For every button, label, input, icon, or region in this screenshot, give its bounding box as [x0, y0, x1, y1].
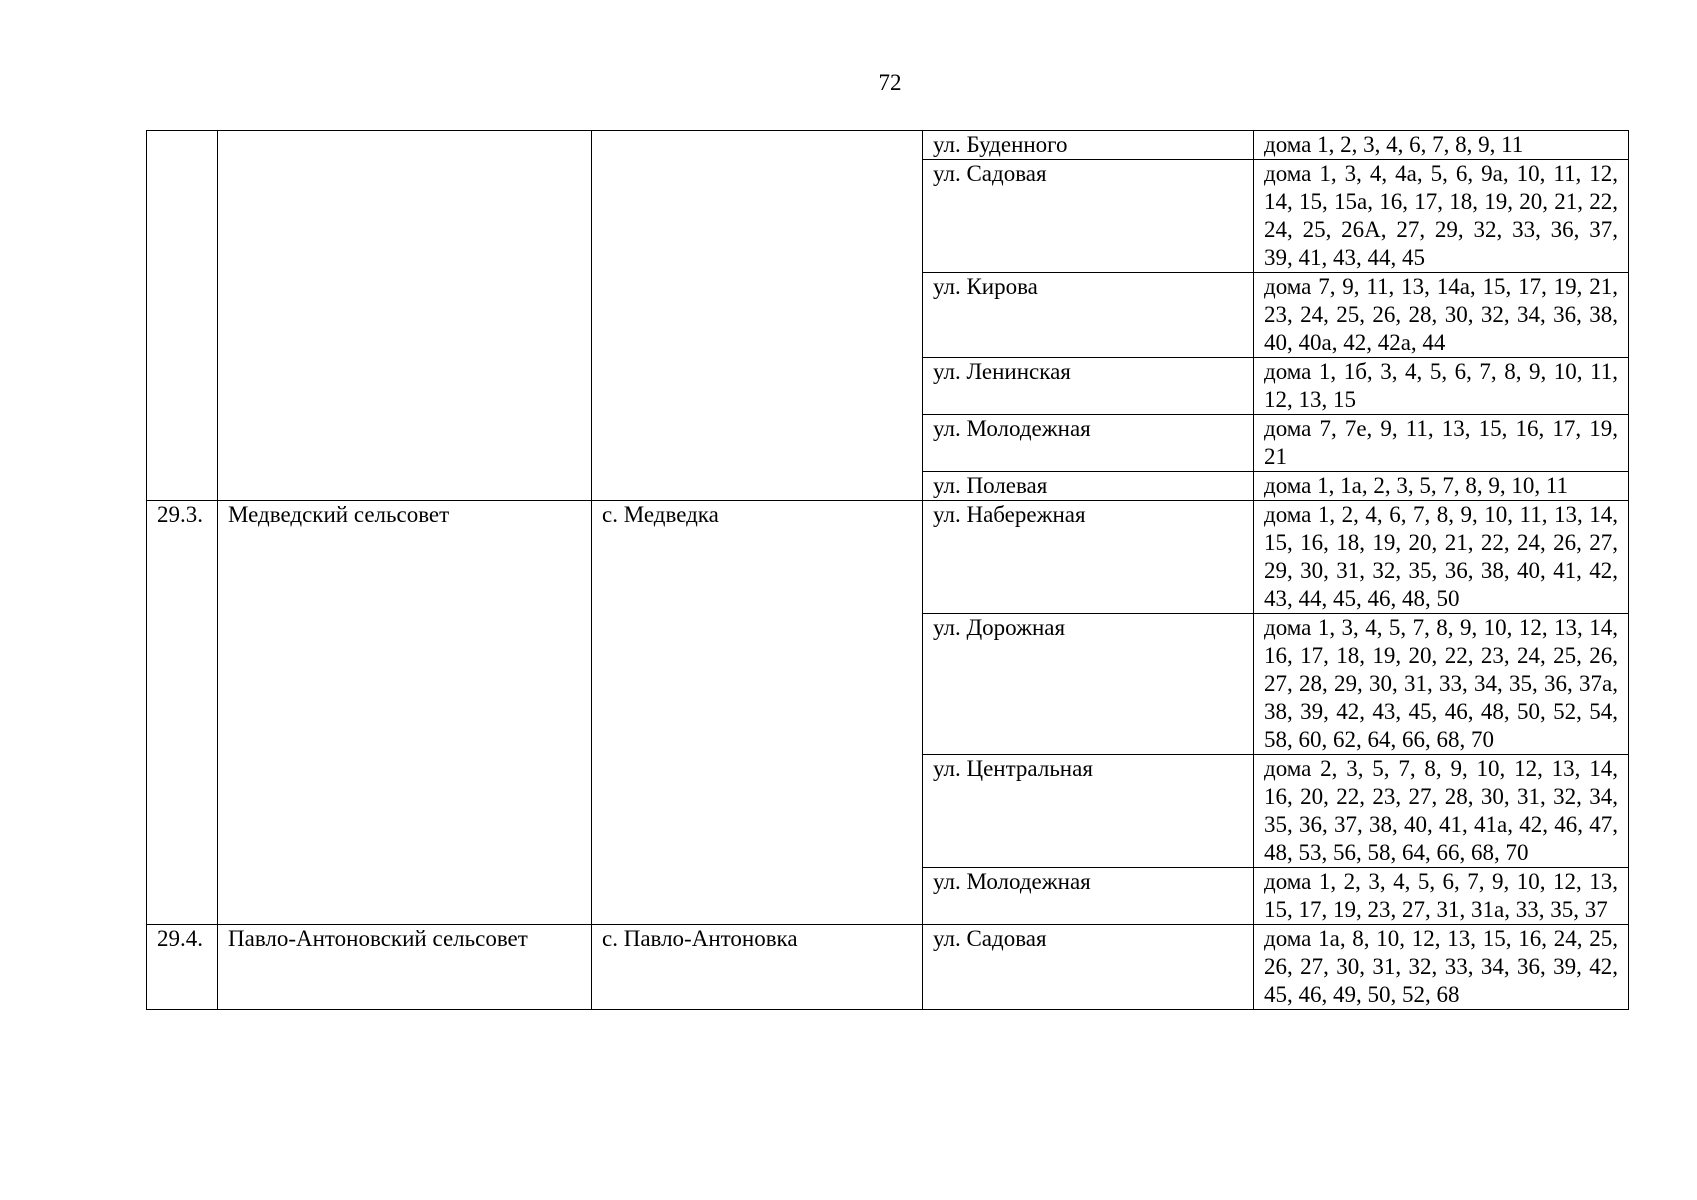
- houses-cell: дома 1а, 8, 10, 12, 13, 15, 16, 24, 25, 26, 27, 30, 31, 32, 33, 34, 36, 39, 42, 45, 46, 49, 50, 52, 68: [1254, 925, 1629, 1010]
- houses-cell: дома 2, 3, 5, 7, 8, 9, 10, 12, 13, 14, 16, 20, 22, 23, 27, 28, 30, 31, 32, 34, 35, 36, 37, 38, 40, 41, 41а, 42, 46, 47, 48, 53, 56, 58, 64, 66, 68, 70: [1254, 755, 1629, 868]
- street-cell: ул. Буденного: [923, 131, 1254, 160]
- address-table: [146, 130, 1629, 1010]
- houses-cell: дома 1, 3, 4, 5, 7, 8, 9, 10, 12, 13, 14, 16, 17, 18, 19, 20, 22, 23, 24, 25, 26, 27, 28, 29, 30, 31, 33, 34, 35, 36, 37а, 38, 39, 42, 43, 45, 46, 48, 50, 52, 54, 58, 60, 62, 64, 66, 68, 70: [1254, 614, 1629, 755]
- village-cell: [592, 131, 923, 501]
- row-number-cell: [147, 131, 218, 501]
- row-number-cell: 29.4.: [147, 925, 218, 1010]
- houses-cell: дома 7, 7е, 9, 11, 13, 15, 16, 17, 19, 21: [1254, 415, 1629, 472]
- table-row: [147, 501, 1629, 614]
- council-cell: [218, 131, 592, 501]
- council-cell: Павло-Антоновский сельсовет: [218, 925, 592, 1010]
- houses-cell: дома 1, 2, 3, 4, 6, 7, 8, 9, 11: [1254, 131, 1629, 160]
- street-cell: ул. Набережная: [923, 501, 1254, 614]
- table-row: [147, 925, 1629, 1010]
- houses-cell: дома 1, 1б, 3, 4, 5, 6, 7, 8, 9, 10, 11, 12, 13, 15: [1254, 358, 1629, 415]
- street-cell: ул. Молодежная: [923, 868, 1254, 925]
- street-cell: ул. Дорожная: [923, 614, 1254, 755]
- houses-cell: дома 7, 9, 11, 13, 14а, 15, 17, 19, 21, 23, 24, 25, 26, 28, 30, 32, 34, 36, 38, 40, 40а, 42, 42а, 44: [1254, 273, 1629, 358]
- street-cell: ул. Кирова: [923, 273, 1254, 358]
- village-cell: с. Медведка: [592, 501, 923, 925]
- council-cell: Медведский сельсовет: [218, 501, 592, 925]
- street-cell: ул. Центральная: [923, 755, 1254, 868]
- village-cell: с. Павло-Антоновка: [592, 925, 923, 1010]
- street-cell: ул. Полевая: [923, 472, 1254, 501]
- houses-cell: дома 1, 2, 3, 4, 5, 6, 7, 9, 10, 12, 13, 15, 17, 19, 23, 27, 31, 31а, 33, 35, 37: [1254, 868, 1629, 925]
- street-cell: ул. Молодежная: [923, 415, 1254, 472]
- houses-cell: дома 1, 2, 4, 6, 7, 8, 9, 10, 11, 13, 14, 15, 16, 18, 19, 20, 21, 22, 24, 26, 27, 29, 30, 31, 32, 35, 36, 38, 40, 41, 42, 43, 44, 45, 46, 48, 50: [1254, 501, 1629, 614]
- street-cell: ул. Садовая: [923, 160, 1254, 273]
- houses-cell: дома 1, 1а, 2, 3, 5, 7, 8, 9, 10, 11: [1254, 472, 1629, 501]
- street-cell: ул. Садовая: [923, 925, 1254, 1010]
- row-number-cell: 29.3.: [147, 501, 218, 925]
- page-number: 72: [878, 70, 902, 95]
- street-cell: ул. Ленинская: [923, 358, 1254, 415]
- table-row: [147, 131, 1629, 160]
- houses-cell: дома 1, 3, 4, 4а, 5, 6, 9а, 10, 11, 12, 14, 15, 15а, 16, 17, 18, 19, 20, 21, 22, 24, 25, 26А, 27, 29, 32, 33, 36, 37, 39, 41, 43, 44, 45: [1254, 160, 1629, 273]
